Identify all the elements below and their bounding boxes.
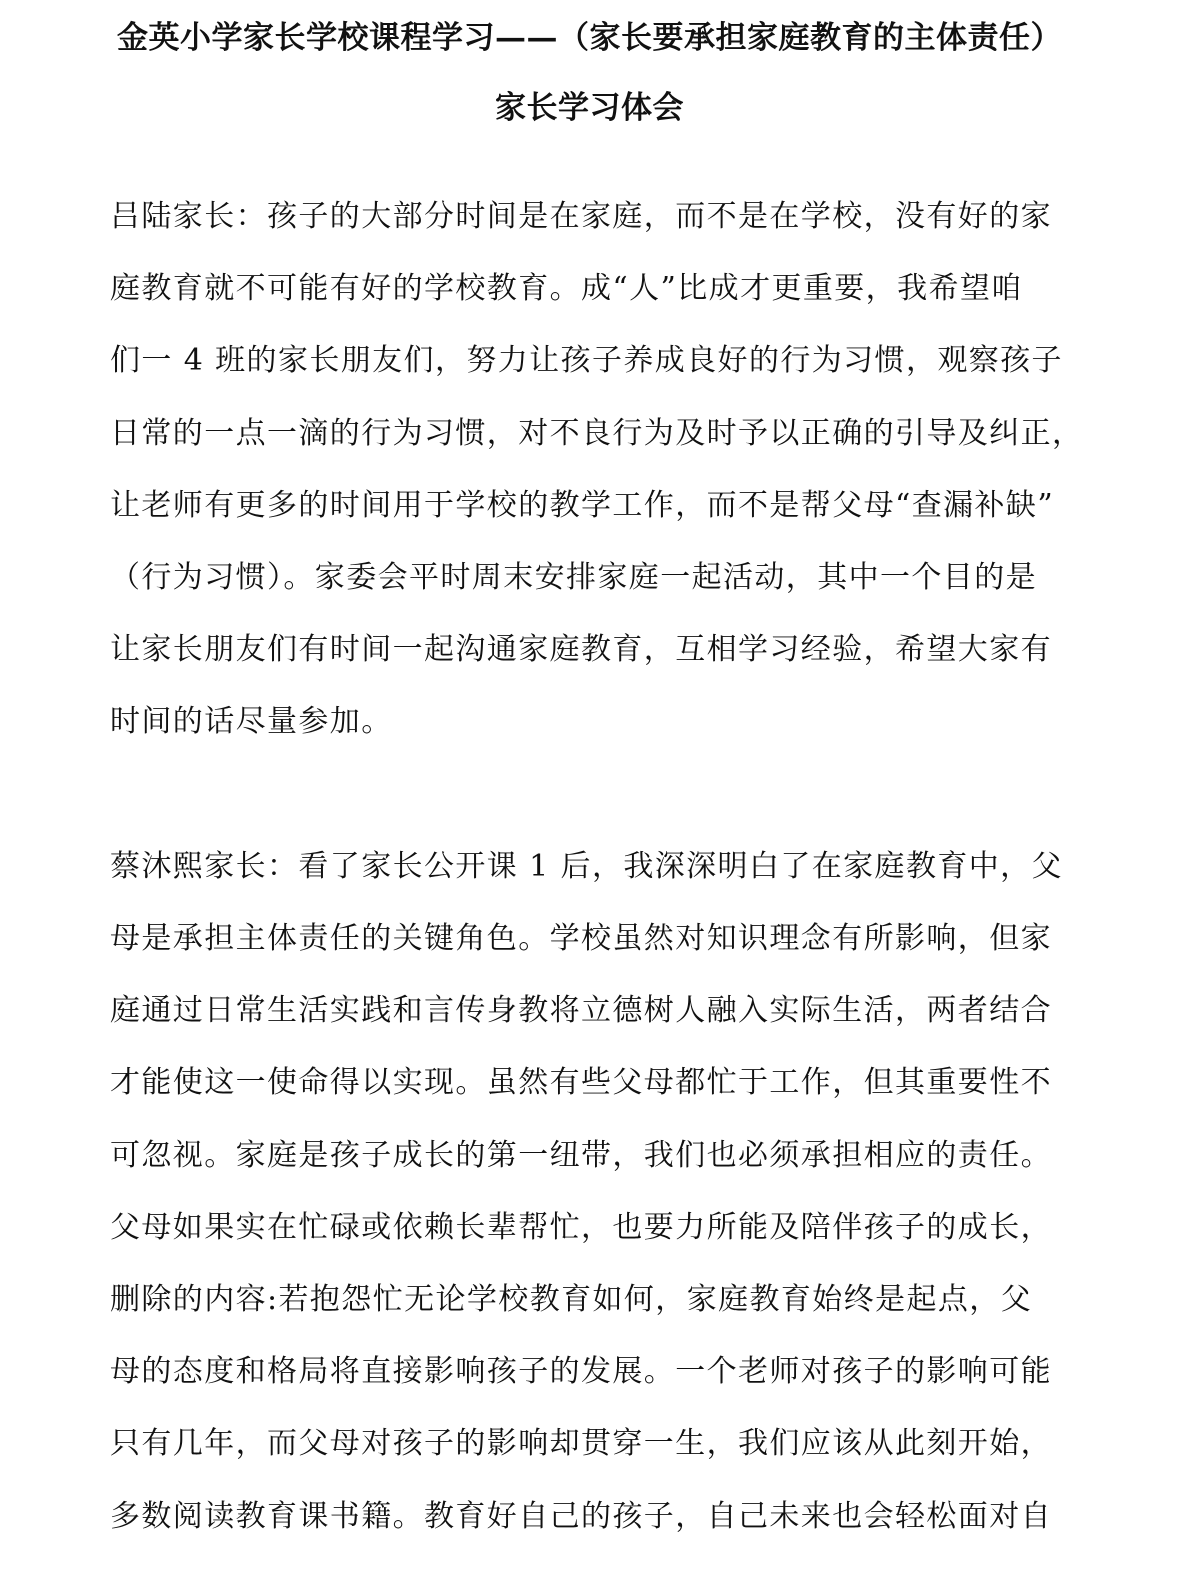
text-line: 吕陆家长：孩子的大部分时间是在家庭，而不是在学校，没有好的家 [110,199,1052,234]
text-line: 让家长朋友们有时间一起沟通家庭教育，互相学习经验，希望大家有 [110,632,1052,667]
text-line: 只有几年，而父母对孩子的影响却贯穿一生，我们应该从此刻开始， [110,1426,1052,1461]
text-line: 日常的一点一滴的行为习惯，对不良行为及时予以正确的引导及纠正， [110,416,1084,451]
text-line: 可忽视。家庭是孩子成长的第一纽带，我们也必须承担相应的责任。 [110,1138,1052,1173]
deleted-content-line: 删除的内容:若抱怨忙无论学校教育如何，家庭教育始终是起点，父 [110,1282,1033,1317]
text-line: 母的态度和格局将直接影响孩子的发展。一个老师对孩子的影响可能 [110,1354,1052,1389]
text-line: 多数阅读教育课书籍。教育好自己的孩子，自己未来也会轻松面对自 [110,1499,1052,1534]
text-line: 才能使这一使命得以实现。虽然有些父母都忙于工作，但其重要性不 [110,1065,1052,1100]
text-line: 让老师有更多的时间用于学校的教学工作，而不是帮父母“查漏补缺” [110,488,1055,523]
text-line: 母是承担主体责任的关键角色。学校虽然对知识理念有所影响，但家 [110,921,1052,956]
document-subtitle: 家长学习体会 [495,90,684,126]
document-title: 金英小学家长学校课程学习——（家长要承担家庭教育的主体责任） [117,20,1062,56]
text-line: 庭通过日常生活实践和言传身教将立德树人融入实际生活，两者结合 [110,993,1052,1028]
text-line: 父母如果实在忙碌或依赖长辈帮忙，也要力所能及陪伴孩子的成长， [110,1210,1052,1245]
text-line: 时间的话尽量参加。 [110,704,393,739]
text-line: 庭教育就不可能有好的学校教育。成“人”比成才更重要，我希望咱 [110,271,1023,306]
text-line: （行为习惯）。家委会平时周末安排家庭一起活动，其中一个目的是 [110,560,1037,595]
text-line: 们一 4 班的家长朋友们，努力让孩子养成良好的行为习惯，观察孩子 [110,343,1063,378]
text-line: 蔡沐熙家长：看了家长公开课 1 后，我深深明白了在家庭教育中，父 [110,849,1063,884]
